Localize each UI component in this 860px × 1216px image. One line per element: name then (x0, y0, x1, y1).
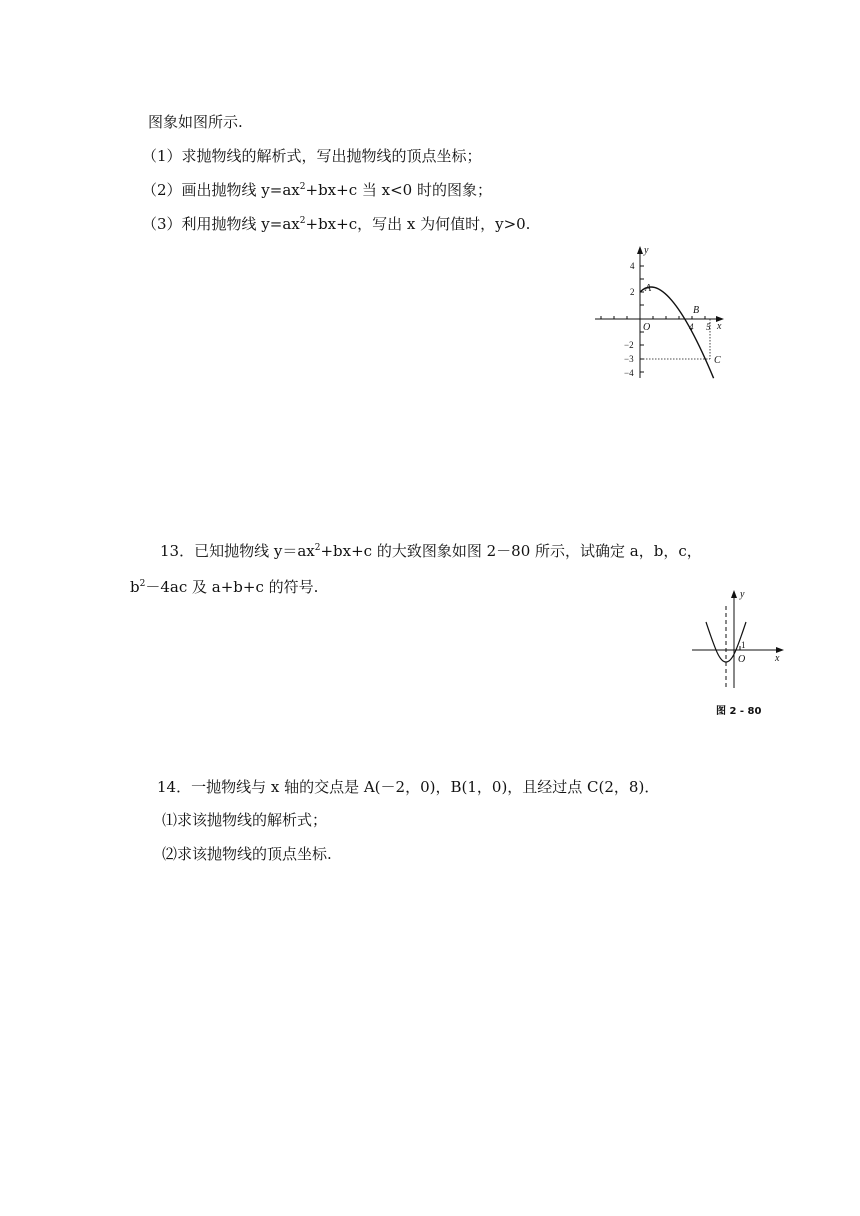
p13-text-a: 13．已知抛物线 y＝ax (160, 542, 315, 560)
p13-exponent-1: 2 (314, 543, 321, 553)
origin-label: O (738, 654, 746, 665)
tick-label-1: 1 (741, 640, 746, 650)
problem14-question-1: ⑴求该抛物线的解析式； (162, 811, 328, 829)
y-axis-arrow (731, 590, 737, 598)
x-tick-label-4: 4 (689, 322, 694, 332)
y-tick-label-minus-3: −3 (624, 354, 634, 364)
problem12-parabola-figure (590, 240, 730, 385)
problem12-intro: 图象如图所示. (148, 113, 243, 131)
p13-text-b: +bx+c 的大致图象如图 2－80 所示，试确定 a，b，c， (320, 542, 702, 560)
q2-text-b: +bx+c 当 x<0 时的图象； (305, 181, 492, 199)
origin-label: O (643, 322, 651, 333)
q3-text-a: （3）利用抛物线 y=ax (142, 215, 300, 233)
y-tick-label-2: 2 (630, 287, 635, 297)
y-axis-label: y (740, 589, 745, 600)
q3-text-b: +bx+c，写出 x 为何值时，y>0. (305, 215, 531, 233)
p13-text-c: b (130, 578, 140, 596)
y-tick-label-minus-2: −2 (624, 340, 634, 350)
problem14-question-2: ⑵求该抛物线的顶点坐标. (162, 845, 332, 863)
y-axis-label: y (644, 245, 649, 256)
x-axis-label: x (717, 321, 722, 332)
point-a-label: A (645, 283, 652, 294)
y-tick-label-4: 4 (630, 261, 635, 271)
problem13-line-2 (130, 577, 318, 597)
parabola-curve (640, 287, 714, 378)
point-b-label: B (693, 305, 700, 316)
problem13-parabola-figure (686, 584, 796, 718)
p13-text-d: －4ac 及 a+b+c 的符号. (145, 578, 319, 596)
q3-exponent: 2 (299, 216, 306, 226)
q2-text-a: （2）画出抛物线 y=ax (142, 181, 300, 199)
figure-caption: 图 2 - 80 (716, 706, 762, 717)
y-axis-arrow (637, 246, 643, 254)
problem12-question-3 (142, 214, 530, 234)
problem12-question-1: （1）求抛物线的解析式，写出抛物线的顶点坐标； (142, 147, 482, 165)
x-tick-label-5: 5 (706, 322, 711, 332)
y-tick-label-minus-4: −4 (624, 368, 634, 378)
problem12-question-2 (142, 180, 492, 200)
q2-exponent: 2 (299, 182, 306, 192)
point-c-label: C (714, 355, 721, 366)
p13-exponent-2: 2 (139, 579, 146, 589)
problem13-line-1 (160, 541, 702, 561)
x-axis-label: x (775, 653, 780, 664)
problem14-line-1: 14．一抛物线与 x 轴的交点是 A(－2，0)，B(1，0)，且经过点 C(2，8)． (157, 778, 660, 796)
